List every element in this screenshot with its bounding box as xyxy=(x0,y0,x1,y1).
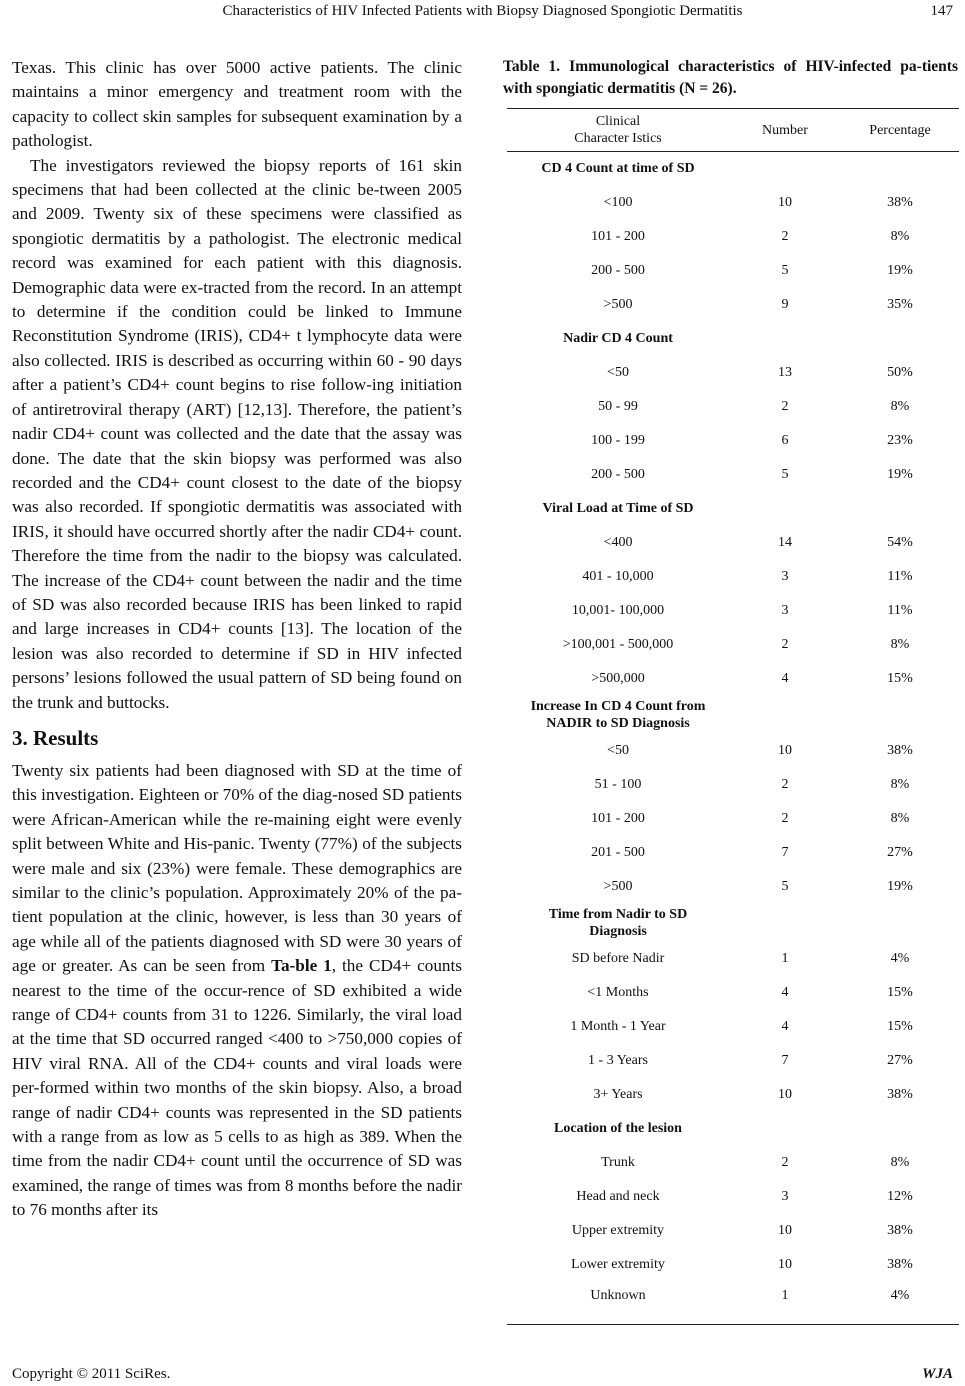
cell-number: 7 xyxy=(781,845,789,860)
cell-characteristic: 101 - 200 xyxy=(591,811,645,826)
cell-percentage: 12% xyxy=(887,1189,913,1204)
cell-percentage: 8% xyxy=(890,777,910,792)
cell-number: 3 xyxy=(781,603,789,618)
cell-characteristic: Lower extremity xyxy=(571,1257,665,1272)
cell-number: 10 xyxy=(778,1257,792,1272)
cell-number: 13 xyxy=(778,365,792,380)
cell-percentage: 38% xyxy=(887,195,913,210)
cell-characteristic: 50 - 99 xyxy=(598,399,638,414)
footer-copyright: Copyright © 2011 SciRes. xyxy=(12,1366,171,1382)
cell-percentage: 8% xyxy=(890,637,910,652)
cell-percentage: 50% xyxy=(887,365,913,380)
table-row xyxy=(507,560,959,594)
footer-journal: WJA xyxy=(922,1366,953,1382)
table-row xyxy=(507,1248,959,1282)
cell-number: 3 xyxy=(781,569,789,584)
cell-number: 2 xyxy=(781,811,789,826)
cell-percentage: 8% xyxy=(890,811,910,826)
cell-number: 5 xyxy=(781,263,789,278)
table-row xyxy=(507,942,959,976)
paragraph-3-text-a: Twenty six patients had been diagnosed with SD at the time of this investigation. Eighteen or 70% of the diag-nosed SD patients were African-American while the re-maining eight were evenly split between White and His-panic. Twenty (77%) of the subjects were male and six (23%) were female. These demographics are similar to the clinic’s population. Approximately 20% of the pa-tient population at the clinic, however, is less than 30 years of age while all of the patients diagnosed with SD were 30 years of age or greater. As can be seen from xyxy=(12,760,462,976)
cell-characteristic: <100 xyxy=(603,195,633,210)
section-heading-results: 3. Results xyxy=(12,725,99,750)
category-label: Location of the lesion xyxy=(554,1121,682,1136)
cell-number: 1 xyxy=(729,1282,841,1325)
table-row xyxy=(507,220,959,254)
table-category-row xyxy=(507,1112,959,1146)
cell-characteristic: 201 - 500 xyxy=(591,845,645,860)
cell-number: 2 xyxy=(781,1155,789,1170)
cell-percentage: 27% xyxy=(887,1053,913,1068)
cell-characteristic: >500 xyxy=(603,297,633,312)
cell-percentage: 23% xyxy=(887,433,913,448)
table-category-row xyxy=(507,492,959,526)
header-number: Number xyxy=(729,109,841,152)
cell-percentage: 38% xyxy=(887,743,913,758)
category-label: Nadir CD 4 Count xyxy=(563,331,673,346)
table-row xyxy=(507,526,959,560)
cell-number: 10 xyxy=(778,1087,792,1102)
cell-percentage: 19% xyxy=(887,263,913,278)
cell-characteristic: 1 Month - 1 Year xyxy=(570,1019,666,1034)
table-row xyxy=(507,836,959,870)
category-label: Time from Nadir to SD Diagnosis xyxy=(548,907,688,939)
cell-characteristic: 3+ Years xyxy=(593,1087,643,1102)
cell-characteristic: >500,000 xyxy=(591,671,645,686)
table-row xyxy=(507,1078,959,1112)
cell-number: 9 xyxy=(781,297,789,312)
cell-percentage: 19% xyxy=(887,879,913,894)
table-category-row xyxy=(507,904,959,942)
cell-number: 4 xyxy=(781,671,789,686)
cell-number: 10 xyxy=(778,743,792,758)
table-row xyxy=(507,976,959,1010)
cell-percentage: 38% xyxy=(887,1257,913,1272)
table-row xyxy=(507,870,959,904)
table-row xyxy=(507,424,959,458)
table-row xyxy=(507,662,959,696)
cell-characteristic: SD before Nadir xyxy=(571,951,665,966)
cell-number: 7 xyxy=(781,1053,789,1068)
cell-number: 2 xyxy=(781,229,789,244)
cell-number: 2 xyxy=(781,399,789,414)
page-header xyxy=(0,0,965,24)
cell-characteristic: 10,001- 100,000 xyxy=(571,603,665,618)
cell-percentage: 8% xyxy=(890,399,910,414)
table-row xyxy=(507,768,959,802)
cell-number: 4 xyxy=(781,985,789,1000)
cell-percentage: 27% xyxy=(887,845,913,860)
cell-characteristic: 401 - 10,000 xyxy=(582,569,654,584)
category-label: CD 4 Count at time of SD xyxy=(541,161,695,176)
table-row xyxy=(507,594,959,628)
cell-characteristic: <50 xyxy=(607,365,629,380)
cell-percentage: 19% xyxy=(887,467,913,482)
cell-percentage: 4% xyxy=(841,1282,959,1325)
cell-percentage: 8% xyxy=(890,1155,910,1170)
cell-percentage: 8% xyxy=(890,229,910,244)
cell-number: 5 xyxy=(781,879,789,894)
cell-characteristic: 200 - 500 xyxy=(591,467,645,482)
cell-percentage: 38% xyxy=(887,1223,913,1238)
table-category-row xyxy=(507,696,959,734)
cell-characteristic: 200 - 500 xyxy=(591,263,645,278)
cell-number: 3 xyxy=(781,1189,789,1204)
cell-percentage: 15% xyxy=(887,1019,913,1034)
table-row xyxy=(507,1282,959,1325)
cell-characteristic: <50 xyxy=(607,743,629,758)
category-label: Increase In CD 4 Count from NADIR to SD Diagnosis xyxy=(530,699,706,731)
table-row xyxy=(507,288,959,322)
table-row xyxy=(507,186,959,220)
cell-number: 5 xyxy=(781,467,789,482)
table-category-row xyxy=(507,322,959,356)
cell-percentage: 11% xyxy=(887,603,913,618)
paragraph-3-text-b: , the CD4+ counts nearest to the time of the occur-rence of SD exhibited a wide range of CD4+ counts from 31 to 1226. Similarly, the viral load at the time that SD occurred ranged <400 to >750,000 copies of HIV viral RNA. All of the CD4+ counts and viral loads were per-formed within two months of the skin biopsy. Also, a broad range of nadir CD4+ counts was represented in the SD patients with a range from as low as 5 cells to as high as 389. When the time from the nadir CD4+ count until the occurrence of SD was examined, the range of times was from 8 months before the nadir to 76 months after its xyxy=(12,956,462,1220)
cell-characteristic: 1 - 3 Years xyxy=(588,1053,648,1068)
paragraph-1: Texas. This clinic has over 5000 active patients. The clinic maintains a minor emergency and treatment room with the capacity to collect skin samples for subsequent examination by a pathologist. xyxy=(12,58,462,151)
cell-characteristic: >500 xyxy=(603,879,633,894)
cell-percentage: 54% xyxy=(887,535,913,550)
cell-percentage: 15% xyxy=(887,985,913,1000)
cell-characteristic: <1 Months xyxy=(587,985,649,1000)
cell-percentage: 35% xyxy=(887,297,913,312)
table-row xyxy=(507,802,959,836)
table-row xyxy=(507,1044,959,1078)
page-number: 147 xyxy=(930,3,953,19)
cell-percentage: 38% xyxy=(887,1087,913,1102)
table-header-row xyxy=(507,109,959,152)
table-row xyxy=(507,1214,959,1248)
cell-characteristic: <400 xyxy=(603,535,633,550)
table-row xyxy=(507,1010,959,1044)
cell-characteristic: Upper extremity xyxy=(571,1223,665,1238)
category-label: Viral Load at Time of SD xyxy=(542,501,694,516)
header-clinical-characteristics: Clinical Character Istics xyxy=(507,109,729,152)
table-category-row xyxy=(507,152,959,187)
running-title: Characteristics of HIV Infected Patients with Biopsy Diagnosed Spongiotic Dermatitis xyxy=(222,3,743,19)
cell-percentage: 15% xyxy=(887,671,913,686)
cell-characteristic: 101 - 200 xyxy=(591,229,645,244)
cell-characteristic: Unknown xyxy=(507,1282,729,1325)
cell-number: 1 xyxy=(781,951,789,966)
table-row xyxy=(507,734,959,768)
cell-number: 10 xyxy=(778,1223,792,1238)
table-row xyxy=(507,356,959,390)
cell-characteristic: >100,001 - 500,000 xyxy=(562,637,674,652)
cell-percentage: 11% xyxy=(887,569,913,584)
cell-number: 14 xyxy=(778,535,792,550)
cell-characteristic: Head and neck xyxy=(576,1189,660,1204)
cell-number: 2 xyxy=(781,777,789,792)
table-1-reference: Ta-ble 1 xyxy=(271,956,332,976)
cell-number: 2 xyxy=(781,637,789,652)
table-row xyxy=(507,1180,959,1214)
left-column xyxy=(12,56,462,1223)
immunological-characteristics-table xyxy=(507,108,959,1325)
cell-number: 10 xyxy=(778,195,792,210)
paragraph-2: The investigators reviewed the biopsy reports of 161 skin specimens that had been collected at the clinic be-tween 2005 and 2009. Twenty six of these specimens were classified as spongiotic dermatitis by a pathologist. The electronic medical record was examined for each patient with this diagnosis. Demographic data were ex-tracted from the record. In an attempt to determine if the condition could be linked to Immune Reconstitution Syndrome (IRIS), CD4+ t lymphocyte data were also collected. IRIS is described as occurring within 60 - 90 days after a patient’s CD4+ count begins to rise follow-ing initiation of antiretroviral therapy (ART) [12,13]. Therefore, the patient’s nadir CD4+ count was collected and the date that the assay was done. The date that the skin biopsy was performed was also recorded and the CD4+ count closest to the date of the biopsy was also recorded. If spongiotic dermatitis was associated with IRIS, it should have occurred shortly after the nadir CD4+ count. Therefore the time from the nadir to the biopsy was calculated. The increase of the CD4+ count between the nadir and the time of SD was also recorded because IRIS has been linked to rapid and large increases in CD4+ counts [13]. The location of the lesion was also recorded to determine if SD in HIV infected persons’ lesions followed the usual pattern of SD being found on the trunk and buttocks. xyxy=(12,155,462,712)
paragraph-3 xyxy=(12,759,462,1223)
cell-number: 6 xyxy=(781,433,789,448)
table-row xyxy=(507,254,959,288)
cell-number: 4 xyxy=(781,1019,789,1034)
cell-percentage: 4% xyxy=(890,951,910,966)
cell-characteristic: 100 - 199 xyxy=(591,433,645,448)
table-row xyxy=(507,390,959,424)
table-row xyxy=(507,458,959,492)
header-percentage: Percentage xyxy=(841,109,959,152)
table-body xyxy=(507,152,959,1325)
table-caption: Table 1. Immunological characteristics of HIV-infected pa-tients with spongiatic dermatitis (N = 26). xyxy=(503,58,958,97)
table-row xyxy=(507,1146,959,1180)
cell-characteristic: Trunk xyxy=(601,1155,635,1170)
cell-characteristic: 51 - 100 xyxy=(594,777,642,792)
table-row xyxy=(507,628,959,662)
